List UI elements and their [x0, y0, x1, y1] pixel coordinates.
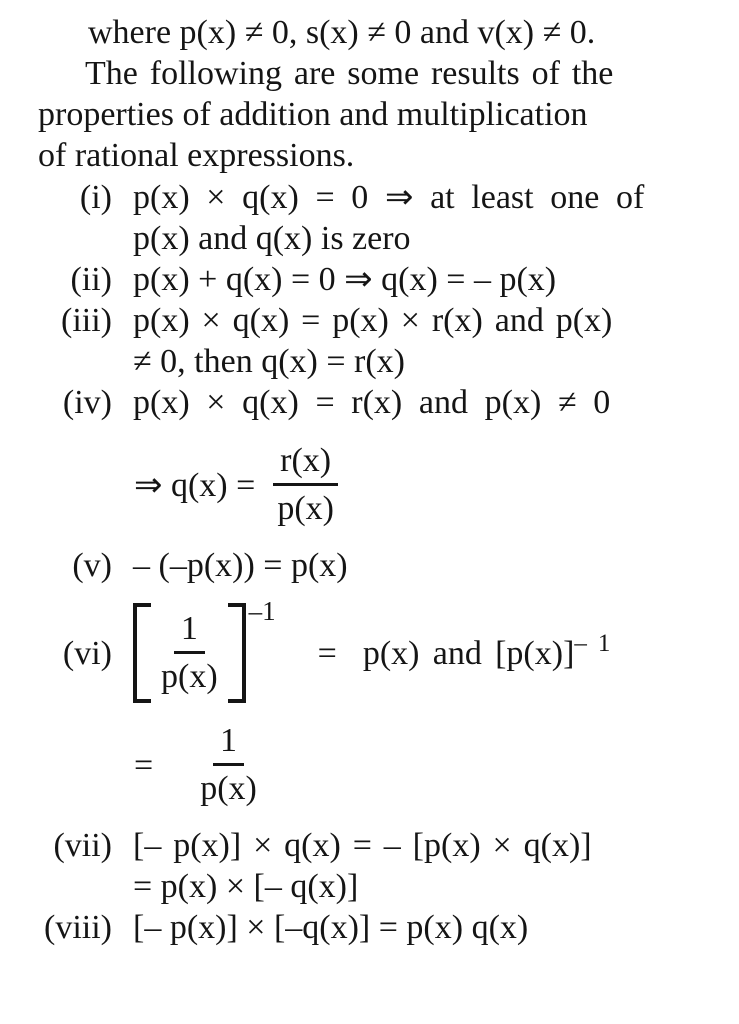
item-line: [– p(x)] × [–q(x)] = p(x) q(x)	[133, 909, 529, 946]
equation-lead: ⇒ q(x) =	[134, 466, 256, 504]
vi-continuation-equation	[134, 722, 709, 808]
right-bracket	[228, 603, 246, 703]
fraction	[270, 442, 341, 528]
fraction-numerator: 1	[213, 722, 244, 766]
item-label: (vii)	[53, 827, 112, 864]
item-line: = p(x) × [– q(x)]	[133, 868, 359, 905]
item-line: p(x) and q(x) is zero	[133, 220, 411, 257]
equals-sign: =	[317, 634, 337, 672]
paragraph-line: of rational expressions.	[38, 137, 355, 174]
implies-equation	[134, 442, 709, 528]
paragraph-line: properties of addition and multiplication	[38, 96, 588, 133]
bracketed-expression	[133, 603, 246, 703]
list-item-vii	[38, 825, 709, 907]
item-line: p(x) × q(x) = 0 ⇒ at least one of	[133, 179, 645, 216]
item-label: (ii)	[70, 261, 112, 298]
item-line: p(x) × q(x) = p(x) × r(x) and p(x)	[133, 302, 613, 339]
list-item-v	[38, 545, 709, 586]
equals-sign: =	[134, 746, 154, 784]
item-label: (iii)	[61, 302, 112, 339]
exponent-superscript: –1	[248, 596, 276, 626]
left-bracket	[133, 603, 151, 703]
rhs-text: p(x) and [p(x)]	[362, 634, 575, 672]
fraction	[193, 722, 264, 808]
item-label: (viii)	[44, 909, 112, 946]
list-item-vi	[38, 596, 709, 703]
paragraph-line: The following are some results of the	[85, 55, 614, 92]
fraction-denominator: p(x)	[161, 658, 218, 695]
item-label: (v)	[72, 547, 112, 584]
list-item-i	[38, 177, 709, 259]
fraction	[151, 603, 228, 703]
list-item-iv	[38, 382, 709, 423]
item-label: (i)	[79, 179, 112, 216]
item-line: – (–p(x)) = p(x)	[133, 547, 348, 584]
item-line: ≠ 0, then q(x) = r(x)	[133, 343, 405, 380]
list-item-ii	[38, 259, 709, 300]
properties-list	[38, 177, 709, 948]
item-line: p(x) × q(x) = r(x) and p(x) ≠ 0	[133, 384, 611, 421]
item-line: [– p(x)] × q(x) = – [p(x) × q(x)]	[133, 827, 592, 864]
rhs-expression	[362, 629, 611, 674]
list-item-viii	[38, 907, 709, 948]
rhs-exponent: – 1	[574, 629, 611, 657]
intro-paragraph	[38, 53, 709, 176]
list-item-iii	[38, 300, 709, 382]
fraction-numerator: 1	[174, 610, 205, 654]
item-label: (iv)	[62, 384, 112, 421]
item-line: p(x) + q(x) = 0 ⇒ q(x) = – p(x)	[133, 261, 557, 298]
fraction-denominator: p(x)	[277, 490, 334, 527]
item-label: (vi)	[62, 634, 112, 672]
fraction-denominator: p(x)	[200, 770, 257, 807]
intro-line: where p(x) ≠ 0, s(x) ≠ 0 and v(x) ≠ 0.	[88, 14, 596, 51]
fraction-numerator: r(x)	[273, 442, 338, 486]
